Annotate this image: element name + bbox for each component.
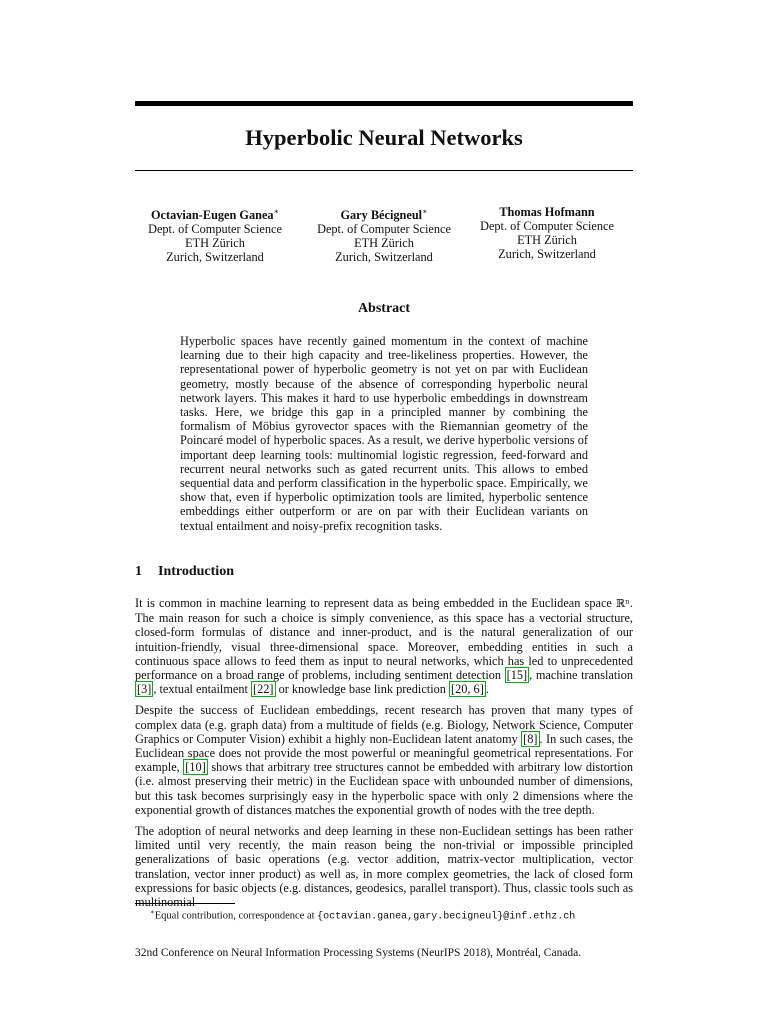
author-3 — [467, 205, 627, 261]
author-name: Gary Bécigneul — [340, 208, 423, 223]
citation-link[interactable]: [3] — [137, 682, 152, 697]
author-2 — [304, 205, 464, 264]
footnote — [150, 906, 575, 924]
footnote-text: Equal contribution, correspondence at — [154, 910, 318, 922]
footnote-mark: ∗ — [150, 908, 155, 916]
title-rule — [135, 170, 633, 171]
author-name: Octavian-Eugen Ganea — [150, 208, 274, 223]
section-heading — [135, 563, 234, 581]
paragraph-2 — [135, 703, 633, 817]
author-name: Thomas Hofmann — [499, 205, 595, 219]
author-1 — [135, 205, 295, 264]
author-location: Zurich, Switzerland — [335, 250, 433, 265]
section-number: 1 — [135, 564, 142, 579]
author-dept: Dept. of Computer Science — [480, 219, 614, 233]
author-location: Zurich, Switzerland — [498, 247, 596, 261]
author-institution: ETH Zürich — [185, 236, 245, 251]
text-run: . In such cases, the Euclidean space does not provide the most powerful or meaningful geometrical representations. For example, — [135, 731, 634, 775]
section-title: Introduction — [158, 564, 234, 579]
text-run: Despite the success of Euclidean embeddings, recent research has proven that many types of complex data (e.g. graph data) from a multitude of fields (e.g. Biology, Network Science, Computer Graphics or Computer Vision) exhibit a highly non-Euclidean latent anatomy — [135, 703, 633, 746]
text-run: . The main reason for such a choice is simply convenience, as this space has a vectorial structure, closed-form formulas of distance and inner-product, and is the natural generalization of our intuition-friendly, visual three-dimensional space. Moreover, embedding entities in such a continuous space allows to feed them as input to neural networks, which has led to unprecedented performance on a broad range of problems, including sentiment detection — [135, 596, 633, 683]
top-rule — [135, 101, 633, 106]
text-run: It is common in machine learning to represent data as being embedded in the Euclidean space — [135, 596, 617, 610]
author-institution: ETH Zürich — [517, 233, 577, 247]
citation-link[interactable]: [10] — [185, 760, 206, 775]
equal-contribution-mark: ∗ — [273, 207, 280, 216]
paragraph-1 — [135, 596, 633, 696]
citation-link[interactable]: [20, 6] — [451, 682, 484, 697]
text-run: shows that arbitrary tree structures cannot be embedded with arbitrary low distortion (i.e. almost preserving their metric) in the Euclidean space with unbounded number of dimensions, but this task becomes surprisingly easy in the hyperbolic space with only 2 dimensions where the exponential growth of distances matches the exponential growth of nodes with the tree depth. — [135, 760, 633, 817]
paragraph-3: The adoption of neural networks and deep learning in these non-Euclidean settings has been rather limited until very recently, the main reason being the non-trivial or impossible principled generalizations of basic operations (e.g. vector addition, matrix-vector multiplication, vector translation, vector inner product) as well as, in more complex geometries, the lack of closed form expressions for basic objects (e.g. distances, geodesics, parallel transport). Thus, classic tools such as — [135, 824, 633, 895]
author-dept: Dept. of Computer Science — [317, 222, 451, 237]
footnote-email[interactable]: {octavian.ganea,gary.becigneul}@inf.ethz.ch — [317, 911, 576, 923]
text-run: or knowledge base link prediction — [275, 682, 449, 697]
paper-title: Hyperbolic Neural Networks — [245, 125, 523, 150]
math-rn: ℝⁿ — [616, 597, 630, 610]
abstract-heading: Abstract — [357, 301, 411, 316]
text-run: , machine translation — [529, 668, 633, 683]
citation-link[interactable]: [22] — [253, 682, 274, 697]
equal-contribution-mark: ∗ — [422, 207, 428, 216]
text-run: . — [485, 682, 489, 697]
author-dept: Dept. of Computer Science — [148, 222, 282, 237]
author-institution: ETH Zürich — [354, 236, 414, 251]
footnote-rule — [135, 903, 235, 904]
abstract-text: Hyperbolic spaces have recently gained momentum in the context of machine learning due to their high capacity and tree-likeliness properties. However, the representational power of hyperbolic geometry is not yet on par with Euclidean geometry, mostly because of the absence of corresponding hyperbolic neural network layers. This makes it hard to use hyperbolic embeddings in downstream tasks. Here, we bridge this gap in a principled manner by combining the formalism of Möbius gyrovector spaces with the Riemannian geometry of the Poincaré model of hyperbolic spaces. As a result, we derive hyperbolic versions of important deep learning tools: multinomial logistic regression, feed-forward and recurrent neural networks such as gated recurrent units. This allows to embed sequential data and perform classification in the hyperbolic space. Empirically, we show that, even if hyperbolic optimization tools are limited, hyperbolic sentence embeddings either outperform or are on par with their Euclidean variants on textual entailment and noisy-prefix recognition tasks. — [180, 334, 588, 533]
citation-link[interactable]: [15] — [506, 668, 528, 683]
author-block — [135, 205, 633, 265]
text-run: , textual entailment — [153, 682, 252, 697]
author-location: Zurich, Switzerland — [166, 250, 264, 265]
body-text — [135, 596, 633, 916]
citation-link[interactable]: [8] — [523, 731, 538, 746]
venue-note: 32nd Conference on Neural Information Processing Systems (NeurIPS 2018), Montréal, Canada. — [135, 947, 582, 959]
